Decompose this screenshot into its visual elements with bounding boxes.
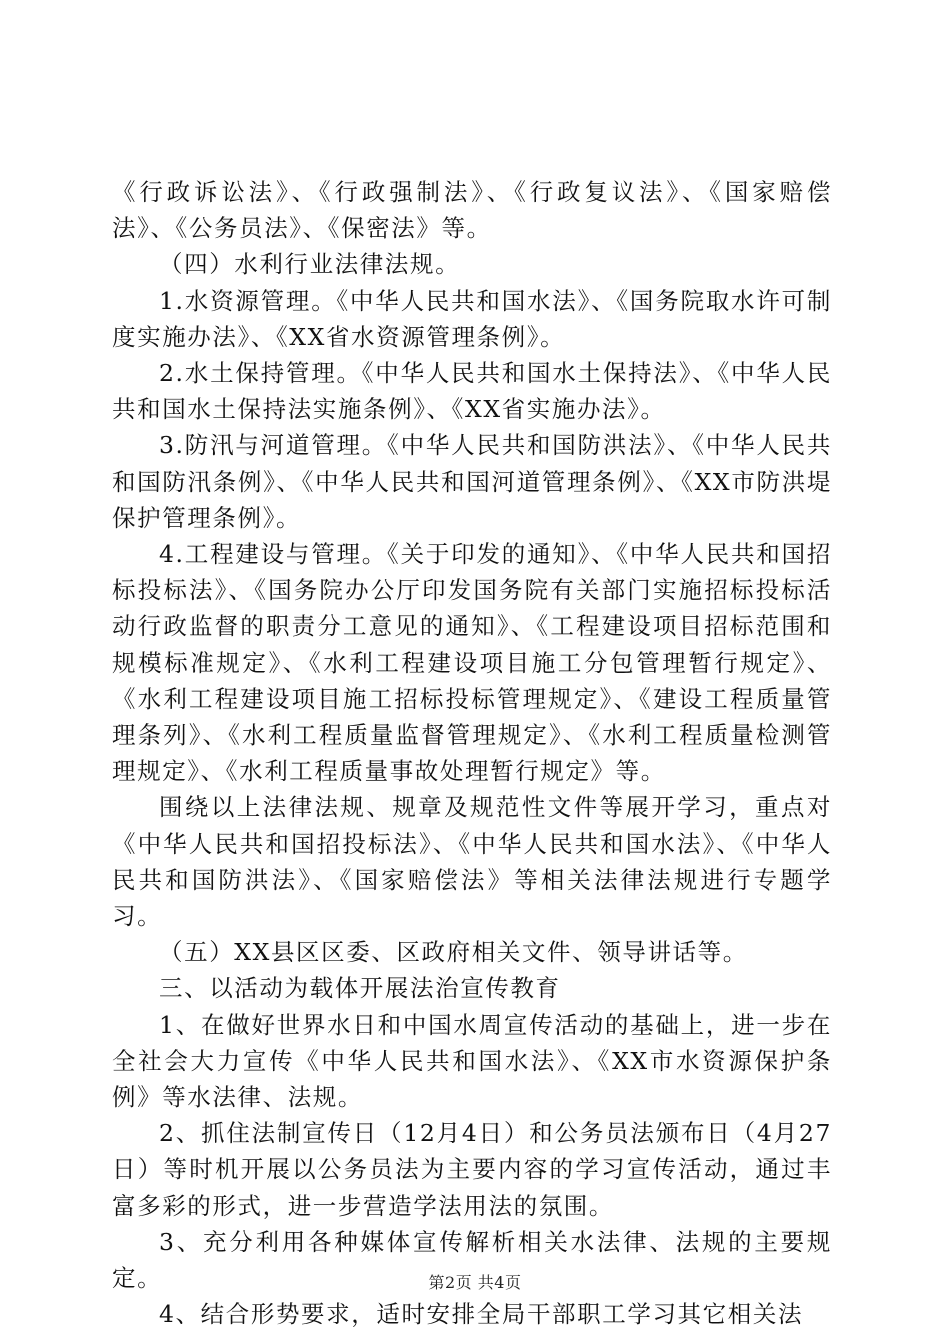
paragraph: 4、结合形势要求，适时安排全局干部职工学习其它相关法 xyxy=(159,1300,804,1329)
section-heading: 三、以活动为载体开展法治宣传教育 xyxy=(159,974,561,1003)
paragraph: 3、充分利用各种媒体宣传解析相关水法律、法规的主要规定。 xyxy=(112,1227,832,1293)
section-heading: （四）水利行业法律法规。 xyxy=(159,250,461,279)
document-body xyxy=(112,174,832,1333)
paragraph: 2.水土保持管理。《中华人民共和国水土保持法》、《中华人民共和国水土保持法实施条例》、《XX省实施办法》。 xyxy=(112,359,832,424)
paragraph: 《行政诉讼法》、《行政强制法》、《行政复议法》、《国家赔偿法》、《公务员法》、《保密法》等。 xyxy=(112,178,832,243)
paragraph: 1、在做好世界水日和中国水周宣传活动的基础上，进一步在全社会大力宣传《中华人民共和国水法》、《XX市水资源保护条例》等水法律、法规。 xyxy=(112,1010,832,1112)
page-number-footer: 第2页 共4页 xyxy=(428,1273,522,1292)
paragraph: 1.水资源管理。《中华人民共和国水法》、《国务院取水许可制度实施办法》、《XX省水资源管理条例》。 xyxy=(112,286,832,351)
paragraph: 2、抓住法制宣传日（12月4日）和公务员法颁布日（4月27日）等时机开展以公务员法为主要内容的学习宣传活动，通过丰富多彩的形式，进一步营造学法用法的氛围。 xyxy=(112,1119,832,1220)
paragraph: 4.工程建设与管理。《关于印发的通知》、《中华人民共和国招标投标法》、《国务院办公厅印发国务院有关部门实施招标投标活动行政监督的职责分工意见的通知》、《工程建设项目招标范围和规模标准规定》、《水利工程建设项目施工分包管理暂行规定》、《水利工程建设项目施工招标投标管理规定》、《建设工程质量管理条列》、《水利工程质量监督管理规定》、《水利工程质量检测管理规定》、《水利工程质量事故处理暂行规定》等。 xyxy=(112,540,832,786)
paragraph: 3.防汛与河道管理。《中华人民共和国防洪法》、《中华人民共和国防汛条例》、《中华人民共和国河道管理条例》、《XX市防洪堤保护管理条例》。 xyxy=(112,431,832,532)
section-heading: （五）XX县区区委、区政府相关文件、领导讲话等。 xyxy=(159,938,748,967)
paragraph: 围绕以上法律法规、规章及规范性文件等展开学习，重点对《中华人民共和国招投标法》、《中华人民共和国水法》、《中华人民共和国防洪法》、《国家赔偿法》等相关法律法规进行专题学习。 xyxy=(112,793,832,931)
